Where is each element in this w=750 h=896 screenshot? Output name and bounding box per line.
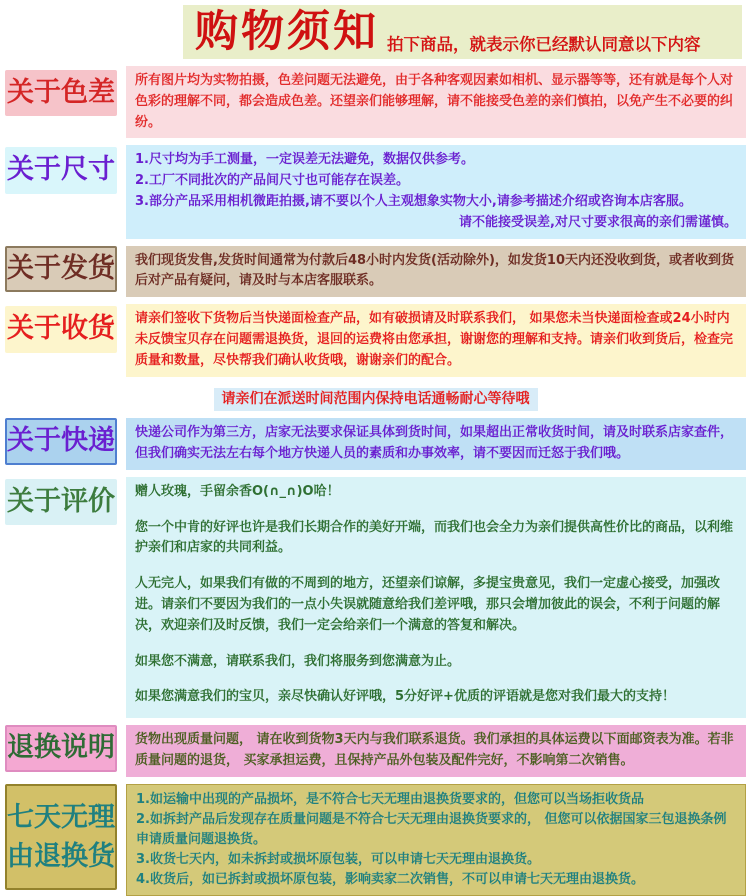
section-shipping [5,246,746,298]
page-header [183,5,742,59]
phone-notice-row [5,388,746,412]
section-seven-day-return-content [126,784,746,896]
paragraph: 我们现货发售,发货时间通常为付款后48小时内发货(活动除外)，如发货10天内还没收到货，或者收到货后对产品有疑问，请及时与本店客服联系。 [135,252,735,289]
list-item: 2.工厂不同批次的产品间尺寸也可能存在误差。 [135,173,409,189]
page-title: 购物须知 [195,7,379,57]
section-receiving-content [126,304,746,376]
section-color-difference [5,66,746,138]
list-item: 2.如拆封产品后发现存在质量问题是不符合七天无理由退换货要求的， 但您可以依据国家三包退换条例申请质量问题退换货。 [136,811,727,847]
section-receiving-label: 关于收货 [5,306,117,352]
section-courier-content [126,418,746,470]
section-size-content [126,145,746,238]
section-seven-day-return-label [5,784,117,890]
paragraph: 货物出现质量问题， 请在收到货物3天内与我们联系退货。我们承担的具体运费以下面邮资表为准。若非质量问题的退货， 买家承担运费，且保持产品外包装及配件完好，不影响第二次销售。 [135,732,734,768]
section-courier [5,418,746,470]
paragraph: 人无完人，如果我们有做的不周到的地方，还望亲们谅解，多提宝贵意见，我们一定虚心接受，加强改进。请亲们不要因为我们的一点小失误就随意给我们差评哦，那只会增加彼此的误会，不利于问题的解决，欢迎亲们及时反馈，我们一定会给亲们一个满意的答复和解决。 [135,576,721,633]
paragraph: 如果您满意我们的宝贝，亲尽快确认好评哦，5分好评+优质的评语就是您对我们最大的支持！ [135,689,675,705]
list-item: 1.尺寸均为手工测量，一定误差无法避免，数据仅供参考。 [135,152,474,168]
paragraph: 如果您不满意，请联系我们，我们将服务到您满意为止。 [135,653,461,669]
section-returns [5,725,746,777]
paragraph: 所有图片均为实物拍摄，色差问题无法避免，由于各种客观因素如相机、显示器等等，还有就是每个人对色彩的理解不同，都会造成色差。还望亲们能够理解，请不能接受色差的亲们慎拍，以免产生不必要的纠纷。 [135,73,734,130]
paragraph: 请亲们签收下货物后当快递面检查产品，如有破损请及时联系我们， 如果您未当快递面检查或24小时内未反馈宝贝存在问题需退换货，退回的运费将由您承担，谢谢您的理解和支持。请亲们收到货后，检查完质量和数量，尽快帮我们确认收货哦，谢谢亲们的配合。 [135,311,734,368]
section-review-label: 关于评价 [5,479,117,525]
section-color-difference-label: 关于色差 [5,70,117,116]
list-item: 3.部分产品采用相机微距拍摄,请不要以个人主观想象实物大小,请参考描述介绍或咨询本店客服。 [135,193,692,209]
paragraph: 您一个中肯的好评也许是我们长期合作的美好开端，而我们也会全力为亲们提供高性价比的商品，以利维护亲们和店家的共同利益。 [135,519,734,556]
label-line: 七天无理 [7,801,115,833]
list-item: 请不能接受误差,对尺寸要求很高的亲们需谨慎。 [459,214,737,230]
section-courier-label: 关于快递 [5,418,117,464]
paragraph: 快递公司作为第三方，店家无法要求保证具体到货时间，如果超出正常收货时间，请及时联系店家查件，但我们确实无法左右每个地方快递人员的素质和办事效率，请不要因而迁怒于我们哦。 [135,425,734,461]
section-size-label: 关于尺寸 [5,147,117,193]
list-item: 3.收货七天内，如未拆封或损坏原包装，可以申请七天无理由退换货。 [136,852,540,868]
section-review [5,477,746,718]
phone-notice: 请亲们在派送时间范围内保持电话通畅耐心等待哦 [214,388,538,412]
section-seven-day-return [5,784,746,896]
list-item: 4.收货后，如已拆封或损坏原包装，影响卖家二次销售，不可以申请七天无理由退换货。 [136,872,644,888]
section-receiving [5,304,746,376]
section-returns-label: 退换说明 [5,725,117,771]
section-review-content [126,477,746,718]
page-subtitle: 拍下商品，就表示你已经默认同意以下内容 [387,34,701,54]
list-item: 1.如运输中出现的产品损坏，是不符合七天无理由退换货要求的，但您可以当场拒收货品 [136,791,644,807]
section-size [5,145,746,238]
section-color-difference-content [126,66,746,138]
section-shipping-label: 关于发货 [5,246,117,292]
section-shipping-content [126,246,746,298]
section-returns-content [126,725,746,777]
paragraph: 赠人玫瑰，手留余香O(∩_∩)O哈！ [135,483,340,499]
label-line: 由退换货 [7,840,115,872]
